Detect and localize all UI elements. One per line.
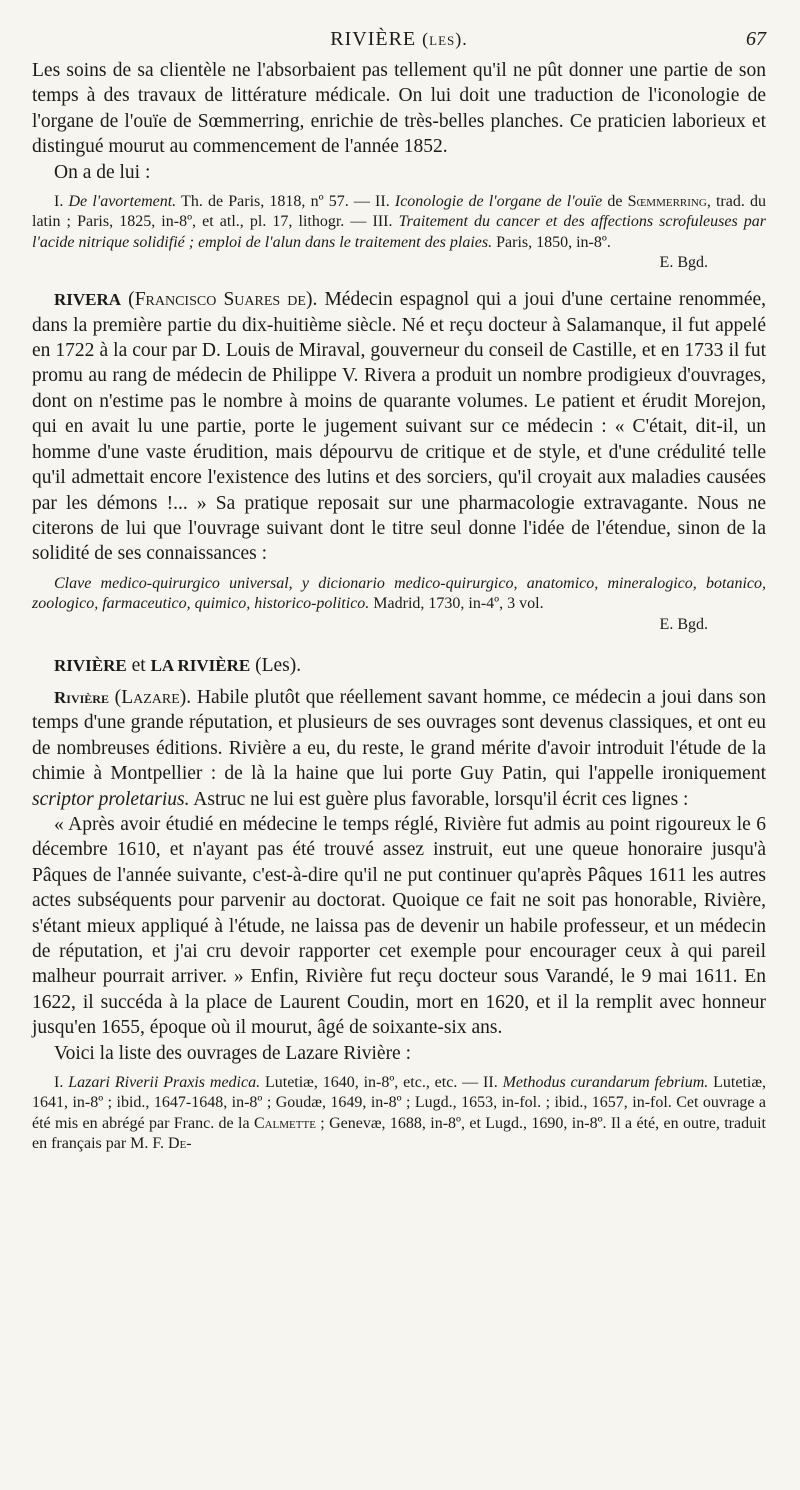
list-intro: Voici la liste des ouvrages de Lazare Rivière : (54, 1042, 412, 1064)
work-title: De l'avortement. (68, 193, 177, 211)
work-title: Clave medico-quirurgico universal, y dicionario medico-quirurgico, anatomico, mineralogico, botanico, zoologico, farmaceutico, quimico, historico-politico. (32, 574, 766, 613)
work-title: Methodus curandarum febrium. (502, 1074, 709, 1092)
headword: RIVIÈRE (54, 655, 127, 675)
entry-lazare-riviere: Rivière (Lazare). Habile plutôt que réellement savant homme, ce médecin a joui dans son temps d'une grande réputation, et plusieurs de ses ouvrages sont devenus classiques, et ont eu de nombreuses éditions. Rivière a eu, du reste, le grand mérite d'avoir introduit l'étude de la chimie à Montpellier : de là la haine que lui porte Guy Patin, qui l'appelle ironiquement scriptor proletarius. Astruc ne lui est guère plus favorable, lorsqu'il écrit ces lignes : (32, 686, 766, 810)
headword: Rivière (54, 687, 109, 707)
running-title-main: RIVIÈRE (330, 28, 417, 50)
italic-phrase: scriptor proletarius. (32, 788, 190, 810)
astruc-quote: « Après avoir étudié en médecine le temps réglé, Rivière fut admis au point rigoureux le 6 décembre 1610, et n'ayant pas été trouvé assez instruit, eut une queue honoraire jusqu'à Pâques de l'année suivante, c'est-à-dire qu'il ne put continuer qu'après Pâques 1611 les autres actes subséquents pour parvenir au doctorat. Quoique ce fait ne soit pas honorable, Rivière, s'étant mieux appliqué à l'étude, ne laissa pas de devenir un habile professeur, et un médecin de réputation, et j'ai cru devoir rapporter cet exemple pour encourager ceux à qui pareil malheur pourrait arriver. » Enfin, Rivière fut reçu docteur sous Varandé, le 9 mai 1611. En 1622, il succéda à la place de Laurent Coudin, mort en 1620, et il la remplit avec honneur jusqu'en 1655, époque où il mourut, âgé de soixante-six ans. (32, 813, 766, 1039)
bibliography-lazare: I. Lazari Riverii Praxis medica. Lutetiæ, 1640, in-8º, etc., etc. — II. Methodus curandarum febrium. Lutetiæ, 1641, in-8º ; ibid., 1647-1648, in-8º ; Goudæ, 1649, in-8º ; Lugd., 1653, in-fol. ; ibid., 1657, in-fol. Cet ouvrage a été mis en abrégé par Franc. de la Calmette ; Genevæ, 1688, in-8º, et Lugd., 1690, in-8º. Il a été, en outre, traduit en français par M. F. De- (32, 1074, 767, 1153)
headword: RIVERA (54, 290, 122, 310)
on-a-de-lui: On a de lui : (54, 161, 151, 183)
running-head (32, 22, 766, 58)
work-title: Iconologie de l'organe de l'ouïe (394, 193, 603, 211)
person-name: Lazare (121, 686, 180, 708)
running-title-smallcaps: (les). (422, 29, 468, 49)
signature: E. Bgd. (659, 615, 708, 633)
page-number: 67 (746, 28, 766, 50)
work-title: Lazari Riverii Praxis medica. (68, 1074, 261, 1092)
headword: LA RIVIÈRE (150, 655, 251, 675)
work-title: Traitement du cancer et des affections scrofuleuses par l'acide nitrique solidifié ; emploi de l'alun dans le traitement des plaies. (32, 213, 766, 251)
paragraph-continuation: Les soins de sa clientèle ne l'absorbaient pas tellement qu'il ne pût donner une partie de son temps à des travaux de littérature médicale. On lui doit une traduction de l'iconologie de l'organe de l'ouïe de Sœmmerring, enrichie de très-belles planches. Ce praticien laborieux et distingué mourut au commencement de l'année 1852. (32, 60, 766, 158)
entry-rivera: RIVERA (Francisco Suares de). Médecin espagnol qui a joui d'une certaine renommée, dans la première partie du dix-huitième siècle. Né et reçu docteur à Salamanque, il fut appelé en 1722 à la cour par D. Louis de Miraval, gouverneur du conseil de Castille, et en 1733 il fut promu au rang de médecin de Philippe V. Rivera a produit un nombre prodigieux d'ouvrages, dont on n'estime pas le nombre à moins de quarante volumes. Le patient et érudit Morejon, qui en avait lu une partie, porte le jugement suivant sur ce médecin : « C'était, dit-il, un homme d'une vaste érudition, mais dépourvu de critique et de style, et d'une crédulité telle qu'il admettait encore l'existence des lutins et des sorciers, qu'il croyait aux maladies causées par les démons !... » Sa pratique reposait sur une pharmacologie extravagante. Nous ne citerons de lui que l'ouvrage suivant dont le titre seul donne l'idée de l'étendue, sinon de la solidité de ses connaissances : (32, 289, 767, 565)
entry-heading-riviere: RIVIÈRE et LA RIVIÈRE (Les). (54, 654, 302, 676)
signature: E. Bgd. (659, 254, 708, 272)
person-name: Francisco Suares de (134, 289, 306, 311)
bibliography-rivera: Clave medico-quirurgico universal, y dicionario medico-quirurgico, anatomico, mineralogico, botanico, zoologico, farmaceutico, quimico, historico-politico. Madrid, 1730, in-4º, 3 vol. (32, 574, 766, 613)
bibliography-1: I. De l'avortement. Th. de Paris, 1818, nº 57. — II. Iconologie de l'organe de l'ouïe de Sœmmerring, trad. du latin ; Paris, 1825, in-8º, et atl., pl. 17, lithogr. — III. Traitement du cancer et des affections scrofuleuses par l'acide nitrique solidifié ; emploi de l'alun dans le traitement des plaies. Paris, 1850, in-8º. (32, 193, 767, 251)
running-title (32, 28, 766, 51)
